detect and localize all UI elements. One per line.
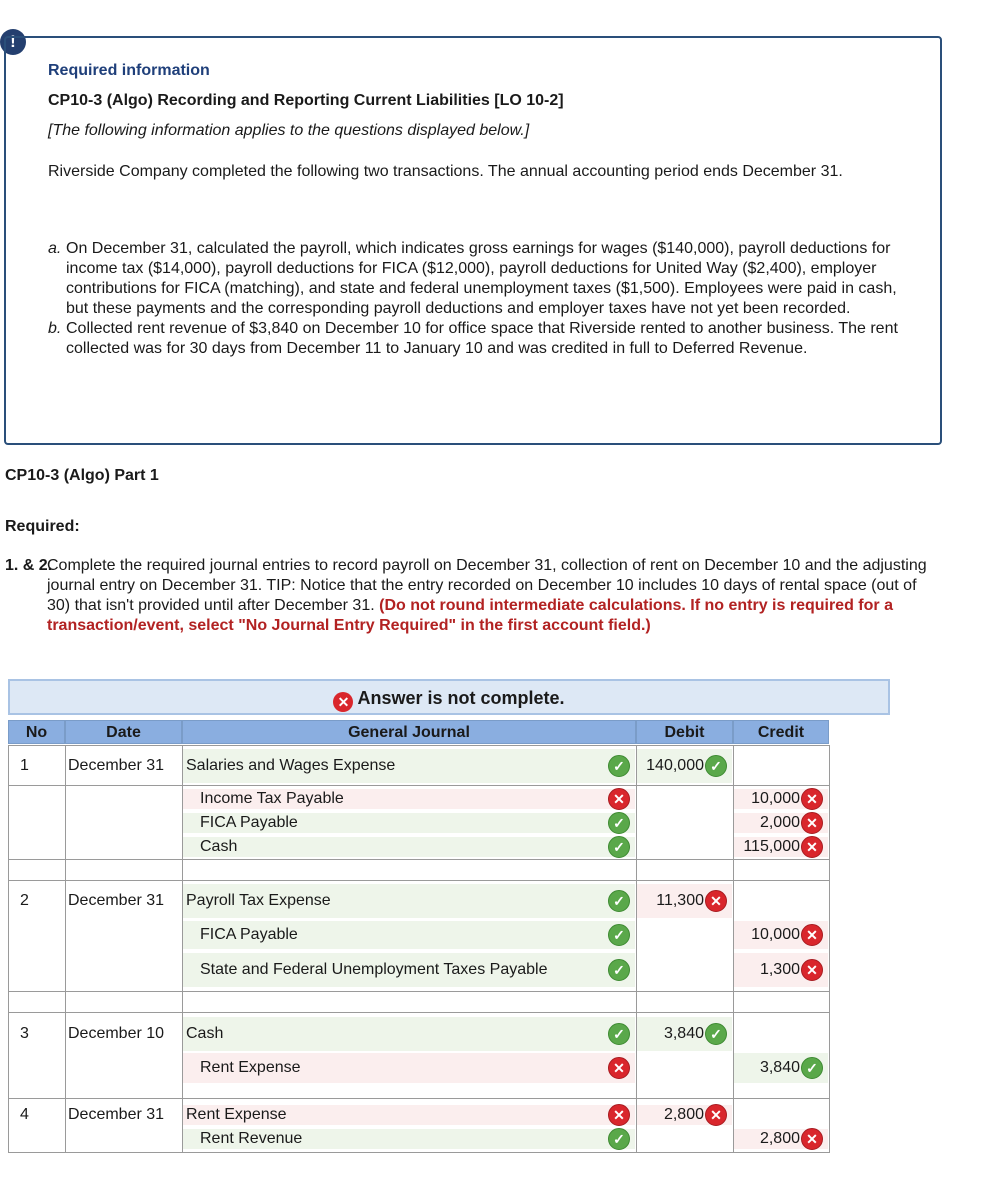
x-circle-icon: ✕ xyxy=(608,788,630,810)
answer-status-bar xyxy=(8,679,890,715)
check-circle-icon: ✓ xyxy=(608,1128,630,1150)
credit-amount[interactable]: 1,300 xyxy=(759,961,800,978)
answer-status-text: Answer is not complete. xyxy=(357,688,565,708)
x-circle-icon: ✕ xyxy=(801,1128,823,1150)
header-general-journal: General Journal xyxy=(182,720,636,744)
account-name[interactable]: Payroll Tax Expense xyxy=(186,892,331,909)
applies-note: [The following information applies to the questions displayed below.] xyxy=(48,122,530,139)
credit-amount[interactable]: 10,000 xyxy=(751,926,800,943)
account-name[interactable]: Rent Expense xyxy=(200,1059,301,1076)
instructions xyxy=(5,556,940,636)
account-name[interactable]: FICA Payable xyxy=(200,814,298,831)
x-circle-icon: ✕ xyxy=(705,890,727,912)
column-divider xyxy=(8,745,9,1153)
credit-amount[interactable]: 10,000 xyxy=(751,790,800,807)
row-divider xyxy=(8,991,829,992)
item-text: Collected rent revenue of $3,840 on December 10 for office space that Riverside rented to another business. The rent collected was for 30 days from December 11 to January 10 and was credited in full to Deferred Revenue. xyxy=(66,320,898,357)
account-name[interactable]: State and Federal Unemployment Taxes Payable xyxy=(200,961,548,978)
instruction-number: 1. & 2. xyxy=(5,557,53,574)
check-circle-icon: ✓ xyxy=(608,1023,630,1045)
required-label: Required: xyxy=(5,518,80,535)
header-debit: Debit xyxy=(636,720,733,744)
row-divider xyxy=(8,1098,829,1099)
row-divider xyxy=(8,785,829,786)
instruction-red-note: (Do not round intermediate calculations. If no entry is required for a transaction/event, select "No Journal Entry Required" in the first account field.) xyxy=(47,597,893,634)
entry-date: December 31 xyxy=(68,757,165,774)
entry-date: December 31 xyxy=(68,892,165,909)
debit-amount[interactable]: 140,000 xyxy=(646,757,704,774)
check-circle-icon: ✓ xyxy=(705,755,727,777)
row-divider xyxy=(8,745,829,746)
account-name[interactable]: Cash xyxy=(186,1025,224,1042)
entry-number: 4 xyxy=(20,1106,29,1123)
transaction-list xyxy=(48,239,908,359)
check-circle-icon: ✓ xyxy=(608,890,630,912)
account-name[interactable]: Salaries and Wages Expense xyxy=(186,757,396,774)
x-circle-icon: ✕ xyxy=(801,836,823,858)
account-name[interactable]: Rent Expense xyxy=(186,1106,287,1123)
column-divider xyxy=(829,745,830,1153)
row-divider xyxy=(8,880,829,881)
credit-amount[interactable]: 3,840 xyxy=(759,1059,800,1076)
x-circle-icon: ✕ xyxy=(608,1104,630,1126)
check-circle-icon: ✓ xyxy=(608,812,630,834)
credit-amount[interactable]: 2,800 xyxy=(759,1130,800,1147)
x-circle-icon: ✕ xyxy=(801,788,823,810)
debit-amount[interactable]: 3,840 xyxy=(663,1025,704,1042)
entry-date: December 10 xyxy=(68,1025,165,1042)
item-label: a. xyxy=(48,240,62,257)
entry-number: 2 xyxy=(20,892,29,909)
row-divider xyxy=(8,1012,829,1013)
required-information-heading: Required information xyxy=(48,62,210,79)
credit-amount[interactable]: 2,000 xyxy=(759,814,800,831)
x-circle-icon: ✕ xyxy=(801,812,823,834)
transaction-item-b xyxy=(48,319,908,359)
check-circle-icon: ✓ xyxy=(608,924,630,946)
item-label: b. xyxy=(48,320,62,337)
question-title: CP10-3 (Algo) Recording and Reporting Current Liabilities [LO 10-2] xyxy=(48,92,564,109)
debit-amount[interactable]: 2,800 xyxy=(663,1106,704,1123)
account-name[interactable]: Income Tax Payable xyxy=(200,790,344,807)
x-circle-icon: ✕ xyxy=(333,692,353,712)
entry-number: 3 xyxy=(20,1025,29,1042)
check-circle-icon: ✓ xyxy=(608,959,630,981)
header-date: Date xyxy=(65,720,182,744)
alert-icon: ! xyxy=(0,29,26,55)
header-credit: Credit xyxy=(733,720,829,744)
transaction-item-a xyxy=(48,239,908,319)
x-circle-icon: ✕ xyxy=(801,959,823,981)
check-circle-icon: ✓ xyxy=(801,1057,823,1079)
check-circle-icon: ✓ xyxy=(705,1023,727,1045)
item-text: On December 31, calculated the payroll, which indicates gross earnings for wages ($140,000), payroll deductions for income tax ($14,000), payroll deductions for FICA ($12,000), payroll deductions for United Way ($2,400), employer contributions for FICA (matching), and state and federal unemployment taxes ($1,500). Employees were paid in cash, but these payments and the corresponding payroll deductions and employer taxes have not yet been recorded. xyxy=(66,240,897,317)
x-circle-icon: ✕ xyxy=(801,924,823,946)
instruction-text: Complete the required journal entries to record payroll on December 31, collection of rent on December 10 and the adjusting journal entry on December 31. TIP: Notice that the entry recorded on December 10 includes 10 days of rental space (out of 30) that isn't provided until after December 31. xyxy=(47,557,927,614)
entry-date: December 31 xyxy=(68,1106,165,1123)
journal-cell-bg xyxy=(183,1017,635,1051)
header-no: No xyxy=(8,720,65,744)
credit-amount[interactable]: 115,000 xyxy=(743,838,800,855)
journal-cell-bg xyxy=(183,837,635,857)
account-name[interactable]: Cash xyxy=(200,838,238,855)
part-title: CP10-3 (Algo) Part 1 xyxy=(5,467,159,484)
column-divider xyxy=(65,745,66,1153)
row-divider xyxy=(8,1152,829,1153)
debit-amount[interactable]: 11,300 xyxy=(656,892,704,909)
x-circle-icon: ✕ xyxy=(608,1057,630,1079)
x-circle-icon: ✕ xyxy=(705,1104,727,1126)
account-name[interactable]: FICA Payable xyxy=(200,926,298,943)
check-circle-icon: ✓ xyxy=(608,836,630,858)
column-divider xyxy=(636,745,637,1153)
entry-number: 1 xyxy=(20,757,29,774)
row-divider xyxy=(8,859,829,860)
intro-text: Riverside Company completed the following two transactions. The annual accounting period ends December 31. xyxy=(48,163,843,180)
account-name[interactable]: Rent Revenue xyxy=(200,1130,303,1147)
check-circle-icon: ✓ xyxy=(608,755,630,777)
